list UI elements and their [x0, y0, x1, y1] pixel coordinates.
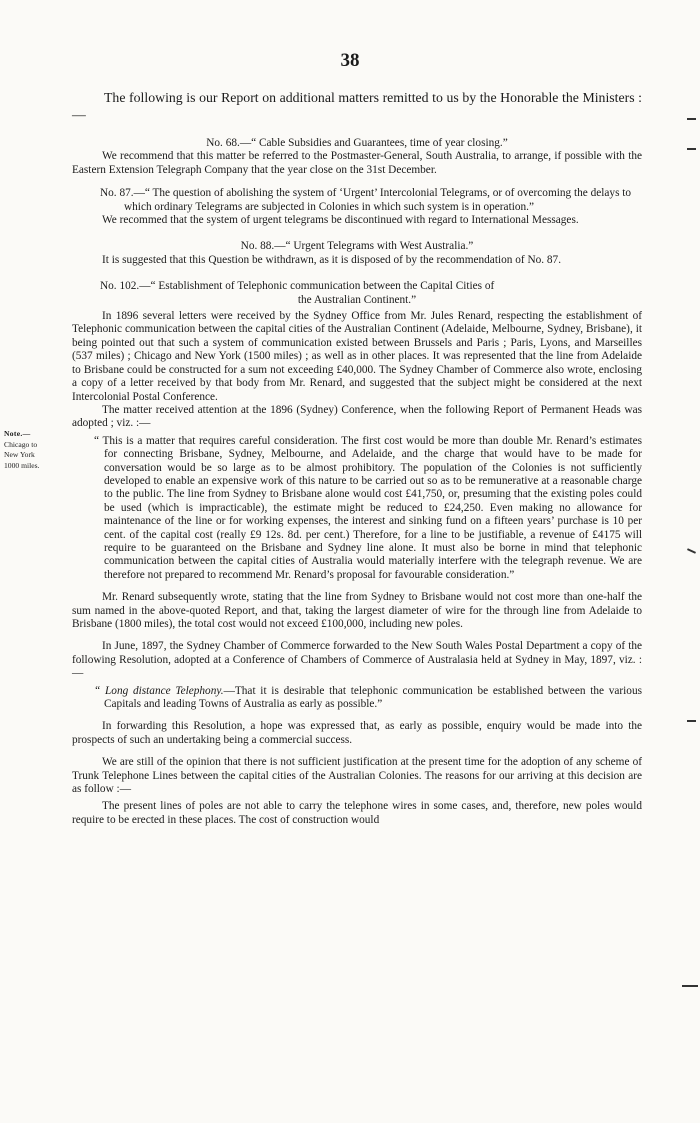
item-68 [72, 137, 642, 177]
edge-mark [687, 720, 696, 722]
item-102-para: In 1896 several letters were received by the Sydney Office from Mr. Jules Renard, respecting the establishment of Telephonic communication between the capital cities of the Australian Continent (Adelaide, Melbourne, Sydney, Brisbane), it being pointed out that such a system of communication existed between Brussels and Paris ; Paris, Lyons, and Marseilles (537 miles) ; Chicago and New York (1500 miles) ; as well as in other places. It was represented that the line from Adelaide to Brisbane could be constructed for a sum not exceeding £40,000. The Sydney Chamber of Commerce also wrote, enclosing a copy of a letter received by that body from Mr. Renard, and suggested that the subject might be considered at the next Intercolonial Postal Conference. [72, 310, 642, 403]
item-87-heading: No. 87.—“ The question of abolishing the system of ‘Urgent’ Intercolonial Telegrams, or of overcoming the delays to which ordinary Telegrams are subjected in Colonies in which such system is in operation.” [100, 187, 632, 213]
intro-paragraph: The following is our Report on additional matters remitted to us by the Honorable the Ministers :— [72, 90, 642, 122]
item-87-body: We recommed that the system of urgent telegrams be discontinued with regard to International Messages. [102, 214, 579, 227]
item-102-para: The present lines of poles are not able to carry the telephone wires in some cases, and, therefore, new poles would require to be erected in these places. The cost of construction would [72, 800, 642, 826]
page-number: 38 [340, 50, 360, 71]
edge-mark [687, 148, 696, 150]
item-87 [72, 187, 642, 227]
margin-note-title: Note.— [4, 429, 31, 438]
margin-note [4, 429, 46, 471]
margin-note-line: 1000 miles. [4, 460, 40, 470]
item-102-heading: No. 102.—“ Establishment of Telephonic communication between the Capital Cities of [100, 280, 495, 293]
item-102-para: In forwarding this Resolution, a hope was expressed that, as early as possible, enquiry would be made into the prospects of such an undertaking being a commercial success. [72, 720, 642, 746]
item-88-heading: No. 88.—“ Urgent Telegrams with West Australia.” [240, 240, 474, 253]
item-102-para: Mr. Renard subsequently wrote, stating that the line from Sydney to Brisbane would not cost more than one-half the sum named in the above-quoted Report, and that, taking the largest diameter of wire for the through line from Adelaide to Brisbane (1800 miles), the total cost would not exceed £100,000, including new poles. [72, 591, 642, 630]
item-102 [72, 280, 642, 827]
edge-mark [682, 985, 698, 987]
item-88 [72, 240, 642, 267]
edge-mark [687, 118, 696, 120]
item-68-heading: No. 68.—“ Cable Subsidies and Guarantees, time of year closing.” [206, 137, 508, 149]
item-102-para: We are still of the opinion that there is not sufficient justification at the present time for the adoption of any scheme of Trunk Telephone Lines between the capital cities of the Australian Colonies. The reasons for our arriving at this decision are as follow :— [72, 756, 642, 796]
item-102-para: In June, 1897, the Sydney Chamber of Commerce forwarded to the New South Wales Postal Department a copy of the following Resolution, adopted at a Conference of Chambers of Commerce of Australasia held at Sydney in May, 1897, viz. :— [72, 640, 642, 680]
report-body [72, 89, 642, 827]
item-102-heading-cont: the Australian Continent.” [297, 293, 417, 306]
margin-note-line: Chicago to [4, 439, 38, 449]
resolution-title: “ Long distance Telephony. [94, 684, 224, 697]
item-102-para: The matter received attention at the 1896 (Sydney) Conference, when the following Report of Permanent Heads was adopted ; viz. :— [72, 403, 642, 430]
resolution-quote [94, 685, 642, 712]
resolution-text: —That it is desirable that telephonic communication be established between the various Capitals and leading Towns of Australia as early as possible.” [104, 684, 642, 711]
item-88-body: It is suggested that this Question be withdrawn, as it is disposed of by the recommendation of No. 87. [102, 253, 562, 266]
edge-mark [687, 548, 696, 554]
report-quote: “ This is a matter that requires careful consideration. The first cost would be more than double Mr. Renard’s estimates for connecting Brisbane, Sydney, Melbourne, and Adelaide, and the charge that would have to be made for conversation would be so large as to be almost prohibitory. The population of the Colonies is not sufficiently developed to enable an expensive work of this nature to be carried out so as to be remunerative at a reasonable charge to the public. The line from Sydney to Brisbane alone would cost £41,750, or, presuming that the existing poles could be used (which is impracticable), the estimate might be reduced to £24,250. Even making no allowance for maintenance of the line or for working expenses, the interest and sinking fund on a fifteen years’ purchase is 10 per cent. of the capital cost (really £9 12s. 8d. per cent.) Therefore, for a line to be justifiable, a revenue of £4175 will require to be guaranteed on the Brisbane and Sydney line alone. It must also be borne in mind that telephonic communication between the capital cities of Australia would materially interfere with the telegraph revenue. We are therefore not prepared to recommend Mr. Renard’s proposal for favourable consideration.” [94, 434, 642, 581]
item-68-body: We recommend that this matter be referred to the Postmaster-General, South Australia, to arrange, if possible with the Eastern Extension Telegraph Company that the year close on the 31st December. [72, 150, 642, 176]
margin-note-line: New York [4, 450, 35, 459]
